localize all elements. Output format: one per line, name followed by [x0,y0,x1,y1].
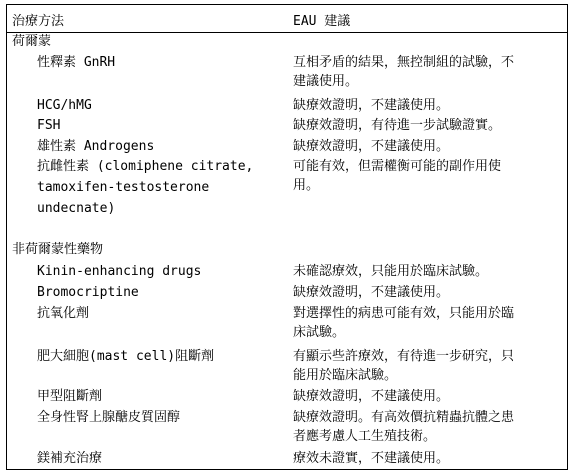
eau-cell: 能用於臨床試驗。 [293,368,398,383]
table-body [7,32,567,469]
eau-cell: 互相矛盾的結果，無控制組的試驗，不 [293,55,515,70]
eau-cell: 用。 [293,178,320,193]
eau-cell: 者應考慮人工生殖技術。 [293,429,437,444]
eau-cell: 缺療效證明。有高效價抗精蟲抗體之患 [293,410,515,425]
treatment-cell: 鎂補充治療 [37,451,103,466]
eau-cell: 缺療效證明，不建議使用。 [293,285,450,300]
section-title: 非荷爾蒙性藥物 [12,242,104,257]
header-eau: EAU 建議 [293,14,351,29]
table-header [7,5,567,33]
treatment-cell: 肥大細胞(mast cell)阻斷劑 [37,349,215,364]
treatment-cell: 甲型阻斷劑 [37,389,103,404]
recommendation-table [6,4,568,470]
treatment-cell: HCG/hMG [37,98,92,113]
eau-cell: 可能有效，但需權衡可能的副作用使 [293,159,502,174]
treatment-cell: 抗氧化劑 [37,306,90,321]
treatment-cell: 抗雌性素 (clomiphene citrate, [37,159,254,174]
treatment-cell: undecnate) [37,201,116,216]
header-treatment: 治療方法 [12,14,65,29]
eau-cell: 缺療效證明，不建議使用。 [293,389,450,404]
eau-cell: 缺療效證明，不建議使用。 [293,139,450,154]
treatment-cell: 全身性腎上腺醣皮質固醇 [37,410,181,425]
treatment-cell: Bromocriptine [37,285,139,300]
eau-cell: 床試驗。 [293,325,346,340]
treatment-cell: Kinin-enhancing drugs [37,264,202,279]
treatment-cell: tamoxifen-testosterone [37,180,210,195]
section-title: 荷爾蒙 [12,34,52,49]
eau-cell: 建議使用。 [293,74,359,89]
treatment-cell: 雄性素 Androgens [37,139,155,154]
treatment-cell: FSH [37,118,61,133]
eau-cell: 缺療效證明，不建議使用。 [293,98,450,113]
eau-cell: 未確認療效，只能用於臨床試驗。 [293,264,489,279]
eau-cell: 療效未證實，不建議使用。 [293,451,450,466]
eau-cell: 有顯示些許療效，有待進一步研究，只 [293,349,515,364]
treatment-cell: 性釋素 GnRH [37,55,116,70]
eau-cell: 對選擇性的病患可能有效，只能用於臨 [293,306,515,321]
eau-cell: 缺療效證明，有待進一步試驗證實。 [293,118,502,133]
